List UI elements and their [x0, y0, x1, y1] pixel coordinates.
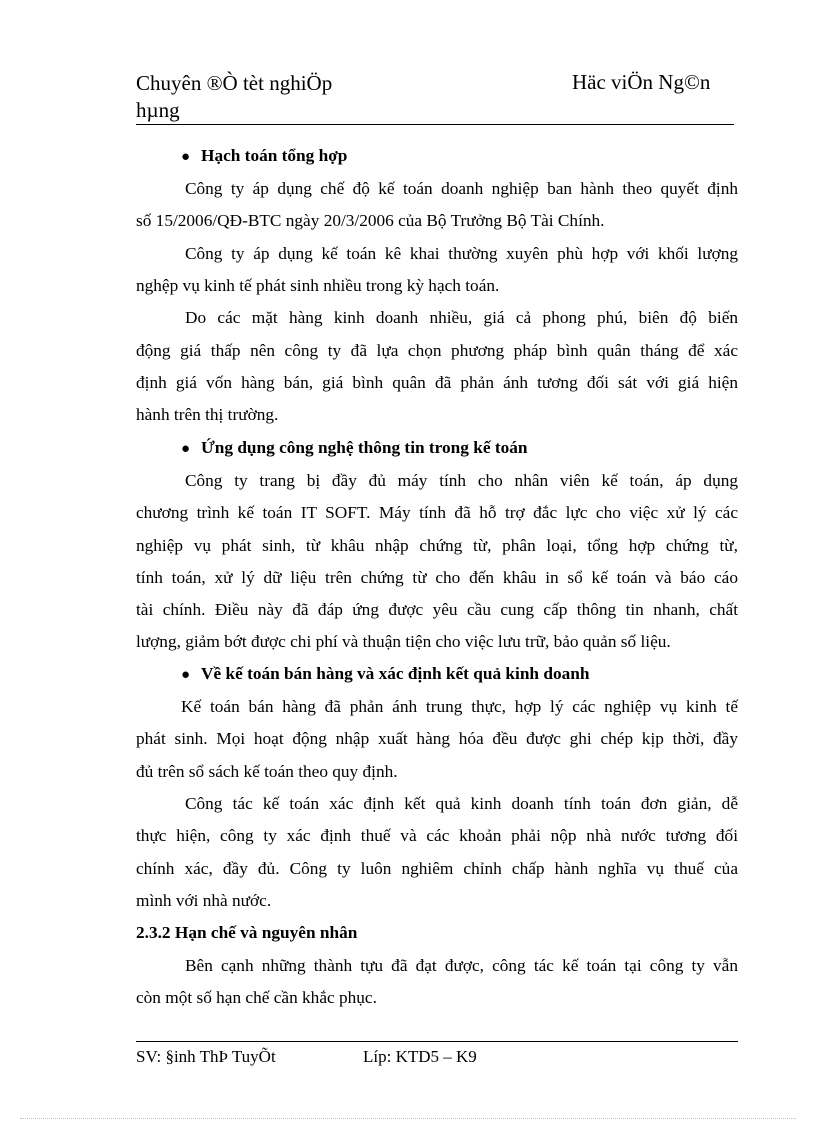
header-title-line1: Chuyên ®Ò tèt nghiÖp — [136, 71, 333, 95]
body-line: chính xác, đầy đủ. Công ty luôn nghiêm chỉnh chấp hành nghĩa vụ thuế của — [136, 859, 738, 878]
body-line: Công tác kế toán xác định kết quả kinh doanh tính toán đơn giản, dễ — [185, 794, 738, 813]
body-line: động giá thấp nên công ty đã lựa chọn phương pháp bình quân tháng để xác — [136, 341, 738, 360]
body-line: lượng, giảm bớt được chi phí và thuận tiện cho việc lưu trữ, bảo quản số liệu. — [136, 632, 671, 651]
body-line: định giá vốn hàng bán, giá bình quân đã phản ánh tương đối sát với giá hiện — [136, 373, 738, 392]
body-line: nghiệp vụ phát sinh, từ khâu nhập chứng từ, phân loại, tổng hợp chứng từ, — [136, 536, 738, 555]
body-line: mình với nhà nước. — [136, 891, 272, 910]
body-line: Công ty áp dụng chế độ kế toán doanh nghiệp ban hành theo quyết định — [185, 179, 738, 198]
body-line: Công ty áp dụng kế toán kê khai thường xuyên phù hợp với khối lượng — [185, 244, 738, 263]
header-school: Häc viÖn Ng©n — [572, 70, 711, 94]
bullet-icon: ● — [181, 149, 191, 165]
body-line: Kế toán bán hàng đã phản ánh trung thực, hợp lý các nghiệp vụ kinh tế — [181, 697, 738, 716]
body-line: đủ trên sổ sách kế toán theo quy định. — [136, 762, 398, 781]
body-line: nghệp vụ kinh tế phát sinh nhiều trong kỳ hạch toán. — [136, 276, 500, 295]
section-heading-4: 2.3.2 Hạn chế và nguyên nhân — [136, 923, 358, 942]
body-line: phát sinh. Mọi hoạt động nhập xuất hàng hóa đều được ghi chép kịp thời, đầy — [136, 729, 738, 748]
header-title-line2: hµng — [136, 98, 180, 122]
bullet-icon: ● — [181, 441, 191, 457]
body-line: tính toán, xử lý dữ liệu trên chứng từ cho đến khâu in sổ kế toán và báo cáo — [136, 568, 738, 587]
page-boundary — [20, 1118, 796, 1119]
footer-student: SV: §inh ThÞ TuyÕt — [136, 1047, 276, 1066]
body-line: còn một số hạn chế cần khắc phục. — [136, 988, 377, 1007]
body-line: Công ty trang bị đầy đủ máy tính cho nhân viên kế toán, áp dụng — [185, 471, 738, 490]
body-line: chương trình kế toán IT SOFT. Máy tính đã hỗ trợ đắc lực cho việc xử lý các — [136, 503, 738, 522]
body-line: hành trên thị trường. — [136, 405, 279, 424]
body-line: Do các mặt hàng kinh doanh nhiều, giá cả phong phú, biên độ biến — [185, 308, 738, 327]
bullet-icon: ● — [181, 667, 191, 683]
body-line: Bên cạnh những thành tựu đã đạt được, công tác kế toán tại công ty vẫn — [185, 956, 738, 975]
body-line: số 15/2006/QĐ-BTC ngày 20/3/2006 của Bộ Trưởng Bộ Tài Chính. — [136, 211, 605, 230]
header-title — [136, 70, 332, 124]
footer-divider — [136, 1041, 738, 1042]
body-line: thực hiện, công ty xác định thuế và các khoản phải nộp nhà nước tương đối — [136, 826, 738, 845]
section-heading-3: Về kế toán bán hàng và xác định kết quả kinh doanh — [201, 664, 590, 683]
header-divider — [136, 124, 734, 125]
section-heading-1: Hạch toán tổng hợp — [201, 146, 348, 165]
section-heading-2: Ứng dụng công nghệ thông tin trong kế toán — [201, 438, 528, 457]
body-line: tài chính. Điều này đã đáp ứng được yêu cầu cung cấp thông tin nhanh, chất — [136, 600, 738, 619]
footer-class: Líp: KTD5 – K9 — [363, 1047, 477, 1066]
